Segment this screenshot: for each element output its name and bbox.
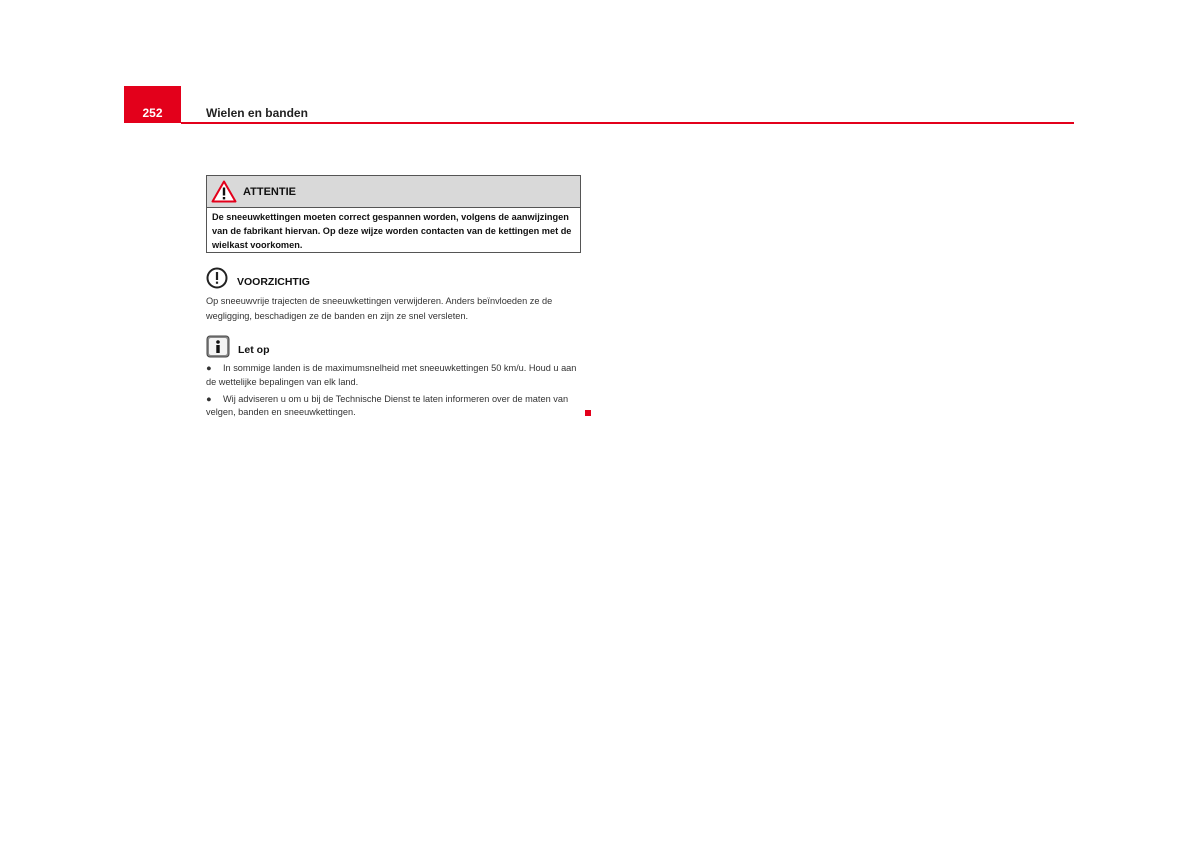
- warning-header: [207, 176, 580, 208]
- header-rule: [181, 122, 1074, 124]
- warning-text: De sneeuwkettingen moeten correct gespannen worden, volgens de aanwijzingen van de fabrikant hiervan. Op deze wijze worden contacten van de kettingen met de wielkast voorkomen.: [212, 212, 572, 250]
- note-title: Let op: [238, 344, 270, 356]
- note-item-text: In sommige landen is de maximumsnelheid met sneeuwkettingen 50 km/u. Houd u aan de wettelijke bepalingen van elk land.: [206, 363, 577, 387]
- bullet-icon: ●: [206, 363, 212, 373]
- note-item-text: Wij adviseren u om u bij de Technische Dienst te laten informeren over de maten van velgen, banden en sneeuwkettingen.: [206, 393, 569, 418]
- list-item: [206, 393, 578, 421]
- note-list: [206, 362, 578, 423]
- info-icon: [206, 335, 230, 358]
- bullet-icon: ●: [206, 393, 212, 404]
- caution-title: VOORZICHTIG: [237, 276, 310, 288]
- page-number: 252: [142, 106, 163, 120]
- warning-title: ATTENTIE: [243, 186, 296, 198]
- caution-text: Op sneeuwvrije trajecten de sneeuwkettingen verwijderen. Anders beïnvloeden ze de wegligging, beschadigen ze de banden en zijn ze snel versleten.: [206, 296, 553, 321]
- warning-box: [206, 175, 581, 253]
- list-item: [206, 362, 578, 390]
- warning-triangle-icon: [211, 180, 237, 203]
- section-end-square-icon: [585, 410, 591, 416]
- section-title: Wielen en banden: [206, 106, 308, 120]
- exclamation-circle-icon: [206, 267, 228, 289]
